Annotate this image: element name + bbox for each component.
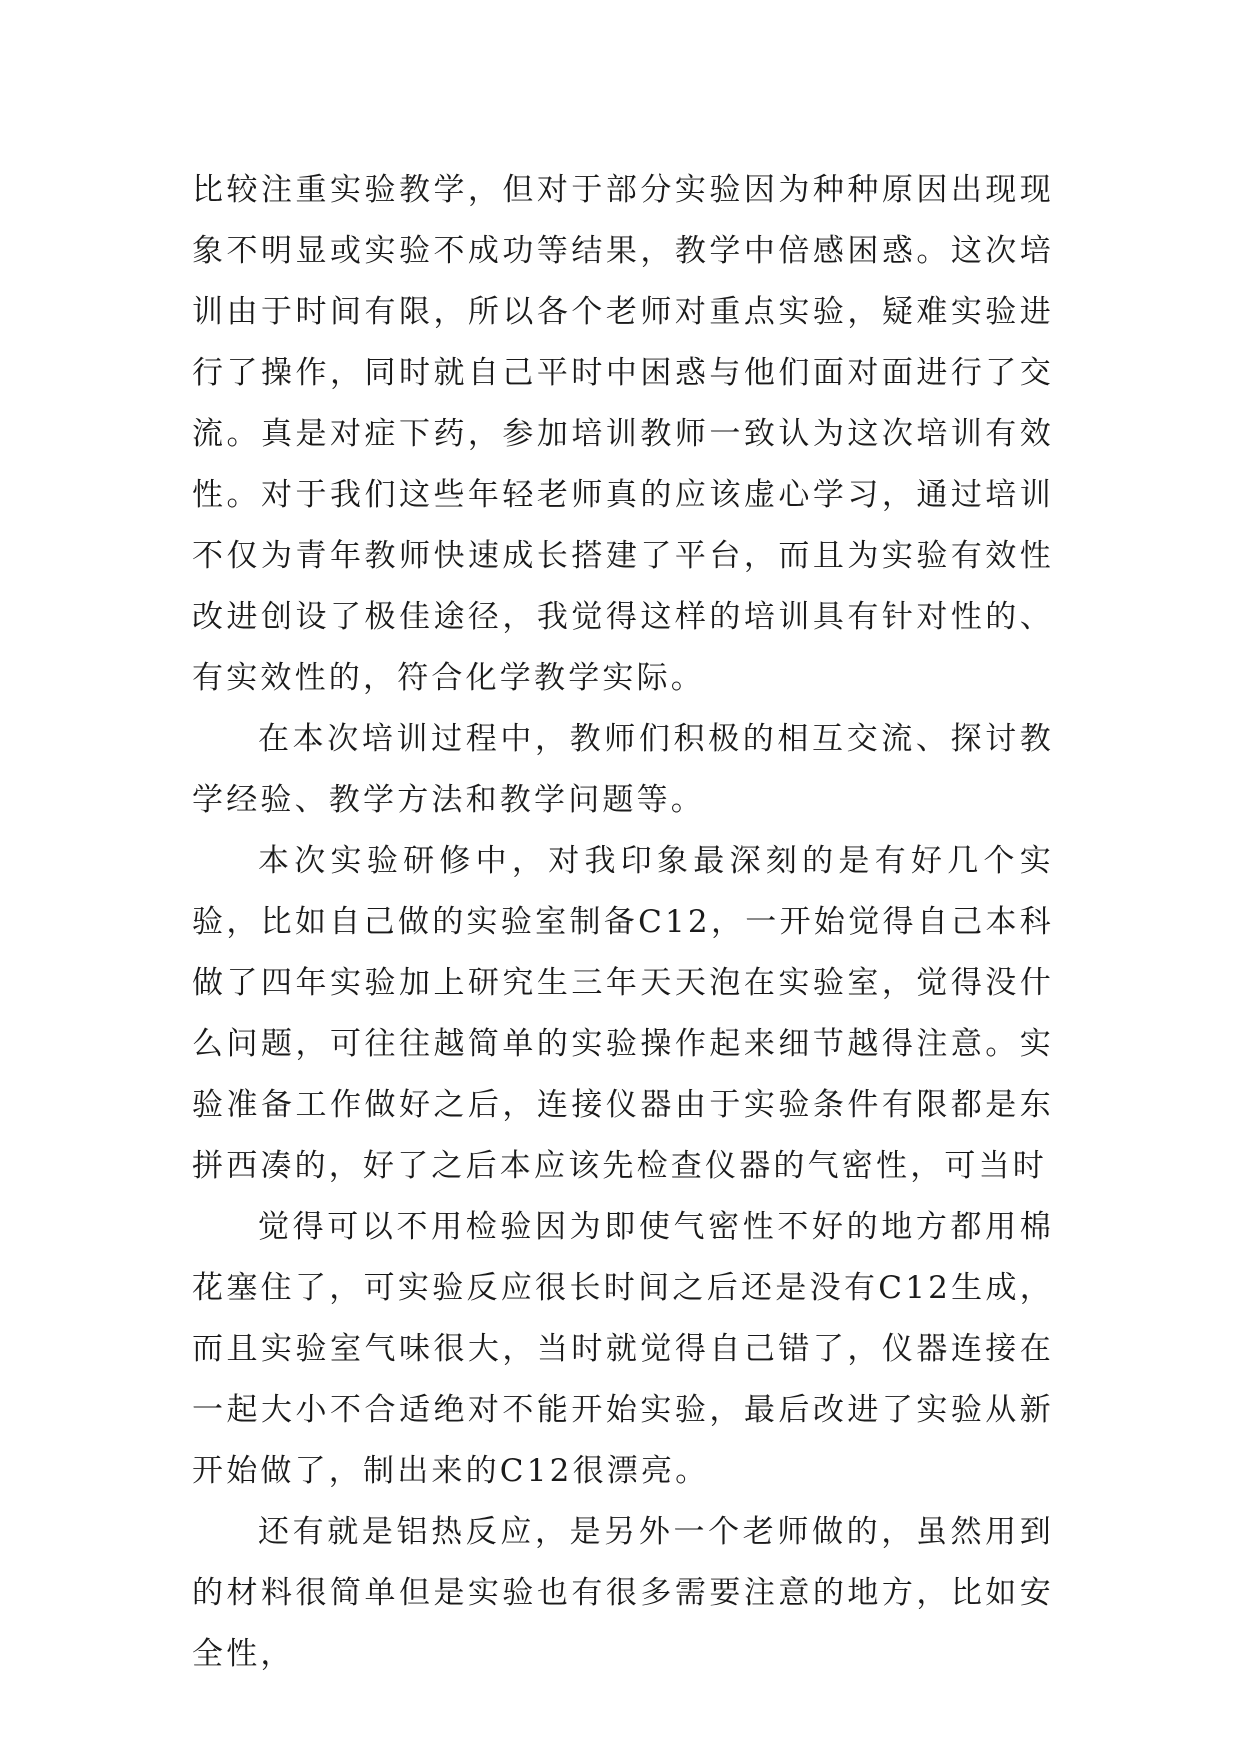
paragraph-2: 在本次培训过程中，教师们积极的相互交流、探讨教学经验、教学方法和教学问题等。	[192, 721, 1054, 818]
paragraph-3: 本次实验研修中，对我印象最深刻的是有好几个实验，比如自己做的实验室制备C12，一开始觉得自己本科做了四年实验加上研究生三年天天泡在实验室，觉得没什么问题，可往往越简单的实验操作起来细节越得注意。实验准备工作做好之后，连接仪器由于实验条件有限都是东拼西凑的，好了之后本应该先检查仪器的气密性，可当时	[192, 843, 1054, 1184]
paragraph-5: 还有就是铝热反应，是另外一个老师做的，虽然用到的材料很简单但是实验也有很多需要注意的地方，比如安全性，	[192, 1514, 1054, 1672]
paragraph-1: 比较注重实验教学，但对于部分实验因为种种原因出现现象不明显或实验不成功等结果，教学中倍感困惑。这次培训由于时间有限，所以各个老师对重点实验，疑难实验进行了操作，同时就自己平时中困惑与他们面对面进行了交流。真是对症下药，参加培训教师一致认为这次培训有效性。对于我们这些年轻老师真的应该虚心学习，通过培训不仅为青年教师快速成长搭建了平台，而且为实验有效性改进创设了极佳途径，我觉得这样的培训具有针对性的、有实效性的，符合化学教学实际。	[192, 172, 1054, 696]
body-text	[192, 160, 1054, 1685]
paragraph-4: 觉得可以不用检验因为即使气密性不好的地方都用棉花塞住了，可实验反应很长时间之后还是没有C12生成，而且实验室气味很大，当时就觉得自己错了，仪器连接在一起大小不合适绝对不能开始实验，最后改进了实验从新开始做了，制出来的C12很漂亮。	[192, 1209, 1054, 1489]
